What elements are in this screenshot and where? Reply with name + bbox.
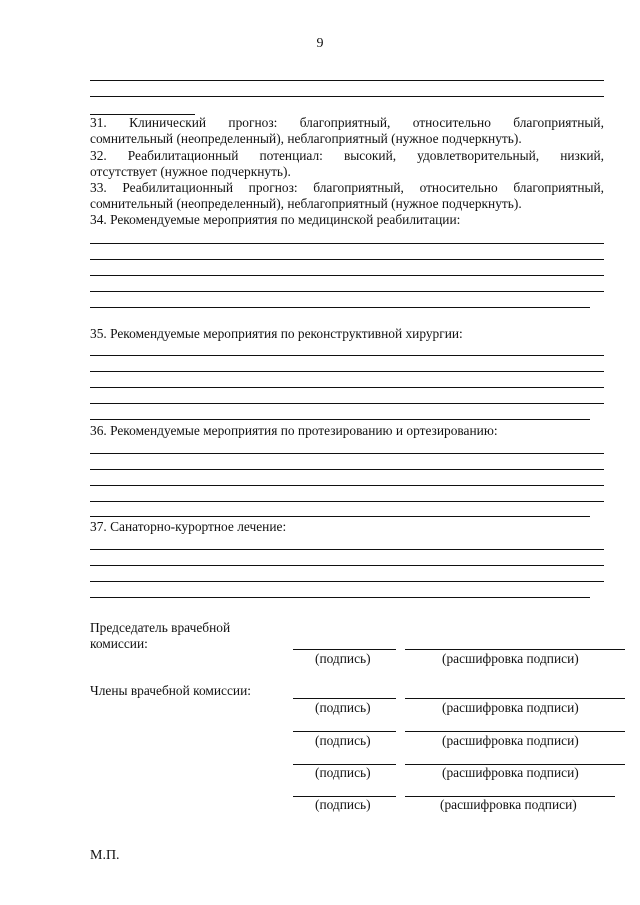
fill-line[interactable] <box>90 581 604 582</box>
item-33-line-2: сомнительный (неопределенный), неблагоприятный (нужное подчеркнуть). <box>90 196 522 211</box>
blank-line <box>90 80 604 81</box>
fill-line[interactable] <box>90 469 604 470</box>
fill-line[interactable] <box>90 291 604 292</box>
item-37-heading: 37. Санаторно-курортное лечение: <box>90 519 287 534</box>
fill-line[interactable] <box>90 403 604 404</box>
fill-line[interactable] <box>90 453 604 454</box>
item-31-line-1: 31. Клинический прогноз: благоприятный, относительно благоприятный, <box>90 115 604 130</box>
signature-caption: (подпись) <box>315 733 371 748</box>
fill-line[interactable] <box>90 275 604 276</box>
signature-caption: (подпись) <box>315 797 371 812</box>
item-34-heading: 34. Рекомендуемые мероприятия по медицинской реабилитации: <box>90 212 461 227</box>
decode-caption: (расшифровка подписи) <box>442 651 579 666</box>
signature-decode-line[interactable] <box>405 649 625 650</box>
item-35-heading: 35. Рекомендуемые мероприятия по реконструктивной хирургии: <box>90 326 463 341</box>
page-number: 9 <box>316 36 324 51</box>
item-31-line-2: сомнительный (неопределенный), неблагоприятный (нужное подчеркнуть). <box>90 131 522 146</box>
fill-line[interactable] <box>90 355 604 356</box>
item-33-line-1: 33. Реабилитационный прогноз: благоприятный, относительно благоприятный, <box>90 180 605 195</box>
signature-caption: (подпись) <box>315 765 371 780</box>
decode-caption: (расшифровка подписи) <box>442 765 579 780</box>
blank-line <box>90 96 604 97</box>
signature-caption: (подпись) <box>315 700 371 715</box>
signature-caption: (подпись) <box>315 651 371 666</box>
signature-decode-line[interactable] <box>405 731 625 732</box>
item-32-line-2: отсутствует (нужное подчеркнуть). <box>90 164 291 179</box>
item-36-heading: 36. Рекомендуемые мероприятия по протезированию и ортезированию: <box>90 423 498 438</box>
fill-line[interactable] <box>90 243 604 244</box>
signature-line[interactable] <box>293 698 396 699</box>
members-label: Члены врачебной комиссии: <box>90 683 251 698</box>
fill-line[interactable] <box>90 371 604 372</box>
signature-line[interactable] <box>293 731 396 732</box>
signature-line[interactable] <box>293 649 396 650</box>
fill-line[interactable] <box>90 549 604 550</box>
chairman-label-line-2: комиссии: <box>90 636 148 651</box>
decode-caption: (расшифровка подписи) <box>440 797 577 812</box>
fill-line[interactable] <box>90 259 604 260</box>
item-32-line-1: 32. Реабилитационный потенциал: высокий, удовлетворительный, низкий, <box>90 148 605 163</box>
stamp-place: М.П. <box>90 848 120 863</box>
fill-line[interactable] <box>90 485 604 486</box>
chairman-label-line-1: Председатель врачебной <box>90 620 231 635</box>
fill-line[interactable] <box>90 516 590 517</box>
fill-line[interactable] <box>90 597 590 598</box>
decode-caption: (расшифровка подписи) <box>442 733 579 748</box>
decode-caption: (расшифровка подписи) <box>442 700 579 715</box>
fill-line[interactable] <box>90 307 590 308</box>
fill-line[interactable] <box>90 419 590 420</box>
fill-line[interactable] <box>90 501 604 502</box>
fill-line[interactable] <box>90 565 604 566</box>
signature-decode-line[interactable] <box>405 698 625 699</box>
fill-line[interactable] <box>90 387 604 388</box>
